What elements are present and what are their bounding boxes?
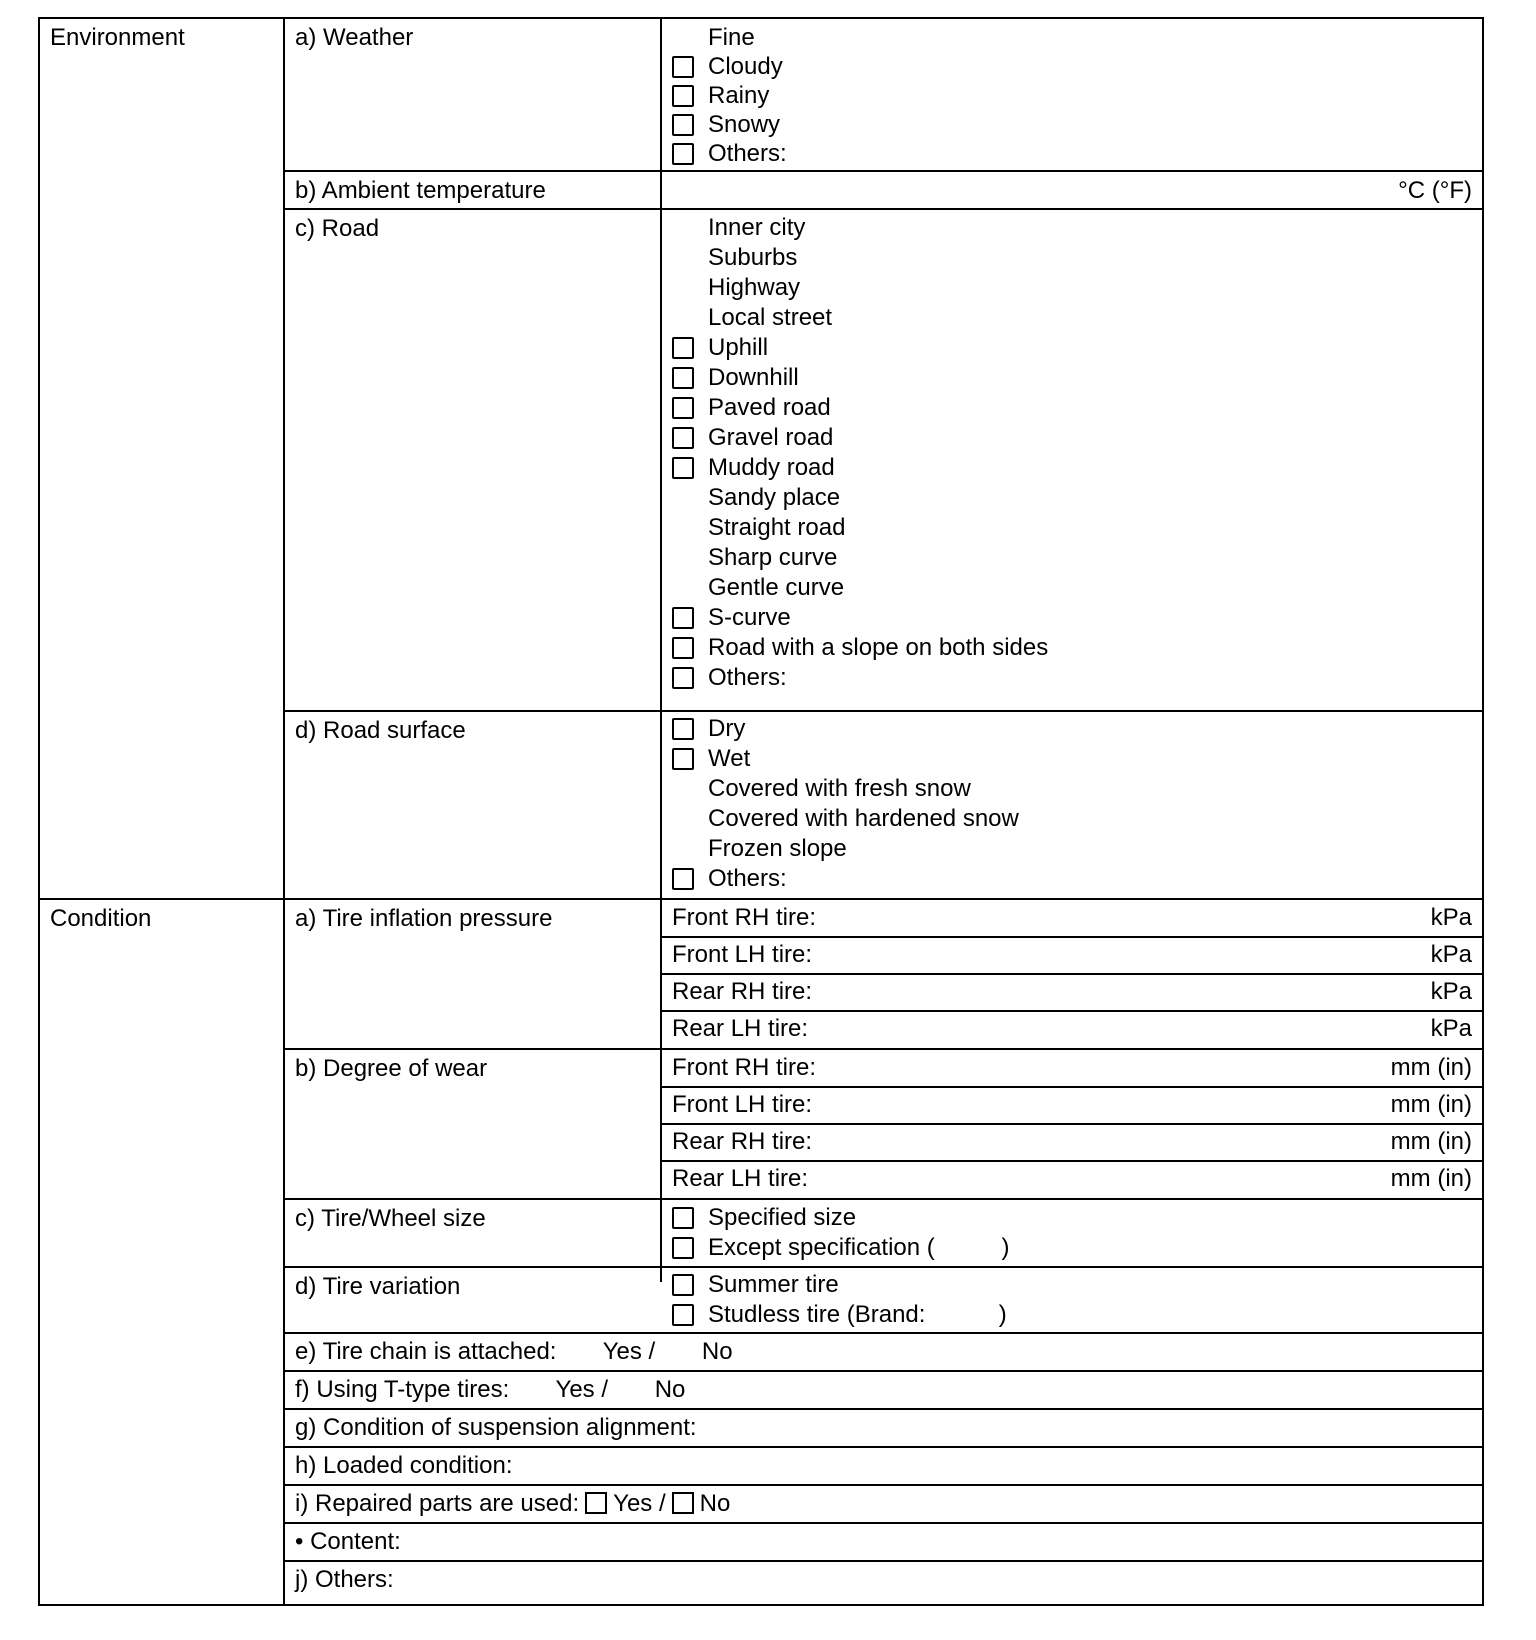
option-cloudy[interactable]: Cloudy xyxy=(672,52,783,82)
divider xyxy=(283,19,285,1606)
option-sandy-place[interactable]: Sandy place xyxy=(708,484,841,511)
content-row[interactable]: • Content: xyxy=(295,1528,401,1555)
option-muddy-road[interactable]: Muddy road xyxy=(672,453,835,483)
option-except-specification[interactable]: Except specification ( ) xyxy=(672,1233,1009,1263)
option-slope-both-sides[interactable]: Road with a slope on both sides xyxy=(672,633,1048,663)
wear-row[interactable]: Rear RH tire: mm (in) xyxy=(672,1128,1472,1155)
weather-label: a) Weather xyxy=(295,24,414,51)
option-local-street[interactable]: Local street xyxy=(708,304,833,331)
checkbox[interactable] xyxy=(672,114,694,136)
others-row[interactable]: j) Others: xyxy=(295,1566,394,1593)
checkbox[interactable] xyxy=(672,748,694,770)
section-condition-label: Condition xyxy=(50,905,152,932)
tire-wheel-size-options xyxy=(662,1200,1484,1266)
repaired-parts-row: i) Repaired parts are used: Yes / No xyxy=(295,1490,731,1517)
option-gravel-road[interactable]: Gravel road xyxy=(672,423,833,453)
diagnosis-worksheet-table xyxy=(38,17,1484,1606)
wear-row[interactable]: Front RH tire: mm (in) xyxy=(672,1054,1472,1081)
degree-of-wear-grid xyxy=(662,1050,1484,1198)
option-rainy[interactable]: Rainy xyxy=(672,81,769,111)
option-downhill[interactable]: Downhill xyxy=(672,363,799,393)
option-others[interactable]: Others: xyxy=(672,663,787,693)
checkbox[interactable] xyxy=(672,427,694,449)
checkbox[interactable] xyxy=(672,1304,694,1326)
option-straight-road[interactable]: Straight road xyxy=(708,514,846,541)
tire-pressure-label: a) Tire inflation pressure xyxy=(295,905,553,932)
option-suburbs[interactable]: Suburbs xyxy=(708,244,798,271)
option-snowy[interactable]: Snowy xyxy=(672,110,780,140)
checkbox[interactable] xyxy=(672,397,694,419)
option-fine[interactable]: Fine xyxy=(708,24,755,51)
option-wet[interactable]: Wet xyxy=(672,744,750,774)
loaded-condition-row[interactable]: h) Loaded condition: xyxy=(295,1452,513,1479)
option-fresh-snow[interactable]: Covered with fresh snow xyxy=(708,775,971,802)
pressure-row[interactable]: Front RH tire: kPa xyxy=(672,904,1472,931)
divider xyxy=(285,1560,1484,1562)
road-surface-label: d) Road surface xyxy=(295,717,466,744)
checkbox[interactable] xyxy=(672,85,694,107)
checkbox[interactable] xyxy=(672,56,694,78)
wear-row[interactable]: Rear LH tire: mm (in) xyxy=(672,1165,1472,1192)
option-sharp-curve[interactable]: Sharp curve xyxy=(708,544,838,571)
option-highway[interactable]: Highway xyxy=(708,274,801,301)
section-environment-label: Environment xyxy=(50,24,185,51)
yes-checkbox[interactable] xyxy=(585,1492,607,1514)
t-type-tires-row[interactable]: f) Using T-type tires: Yes / No xyxy=(295,1376,686,1403)
ambient-temperature-field[interactable] xyxy=(662,172,1484,208)
pressure-row[interactable]: Rear LH tire: kPa xyxy=(672,1015,1472,1042)
option-hardened-snow[interactable]: Covered with hardened snow xyxy=(708,805,1019,832)
option-s-curve[interactable]: S-curve xyxy=(672,603,791,633)
option-others[interactable]: Others: xyxy=(672,864,787,894)
option-inner-city[interactable]: Inner city xyxy=(708,214,806,241)
tire-variation-options xyxy=(662,1268,1484,1332)
ambient-temperature-label: b) Ambient temperature xyxy=(295,177,546,204)
tire-variation-label: d) Tire variation xyxy=(295,1273,461,1300)
checkbox[interactable] xyxy=(672,607,694,629)
road-options xyxy=(662,210,1484,710)
checkbox[interactable] xyxy=(672,367,694,389)
tire-pressure-grid xyxy=(662,900,1484,1048)
pressure-row[interactable]: Rear RH tire: kPa xyxy=(672,978,1472,1005)
option-uphill[interactable]: Uphill xyxy=(672,333,768,363)
checkbox[interactable] xyxy=(672,1207,694,1229)
checkbox[interactable] xyxy=(672,457,694,479)
option-gentle-curve[interactable]: Gentle curve xyxy=(708,574,845,601)
pressure-row[interactable]: Front LH tire: kPa xyxy=(672,941,1472,968)
degree-of-wear-label: b) Degree of wear xyxy=(295,1055,488,1082)
road-label: c) Road xyxy=(295,215,380,242)
option-others[interactable]: Others: xyxy=(672,139,787,169)
option-specified-size[interactable]: Specified size xyxy=(672,1203,856,1233)
checkbox[interactable] xyxy=(672,718,694,740)
no-checkbox[interactable] xyxy=(672,1492,694,1514)
divider xyxy=(285,1522,1484,1524)
option-summer-tire[interactable]: Summer tire xyxy=(672,1270,839,1300)
weather-options xyxy=(662,19,1484,170)
option-studless-tire[interactable]: Studless tire (Brand: ) xyxy=(672,1300,1007,1330)
option-dry[interactable]: Dry xyxy=(672,714,745,744)
road-surface-options xyxy=(662,712,1484,898)
tire-chain-row[interactable]: e) Tire chain is attached: Yes / No xyxy=(295,1338,733,1365)
option-paved-road[interactable]: Paved road xyxy=(672,393,831,423)
checkbox[interactable] xyxy=(672,637,694,659)
suspension-alignment-row[interactable]: g) Condition of suspension alignment: xyxy=(295,1414,697,1441)
wear-row[interactable]: Front LH tire: mm (in) xyxy=(672,1091,1472,1118)
option-frozen-slope[interactable]: Frozen slope xyxy=(708,835,847,862)
checkbox[interactable] xyxy=(672,1237,694,1259)
tire-wheel-size-label: c) Tire/Wheel size xyxy=(295,1205,486,1232)
checkbox[interactable] xyxy=(672,667,694,689)
checkbox[interactable] xyxy=(672,868,694,890)
temperature-unit: °C (°F) xyxy=(1398,177,1472,204)
checkbox[interactable] xyxy=(672,337,694,359)
checkbox[interactable] xyxy=(672,143,694,165)
checkbox[interactable] xyxy=(672,1274,694,1296)
